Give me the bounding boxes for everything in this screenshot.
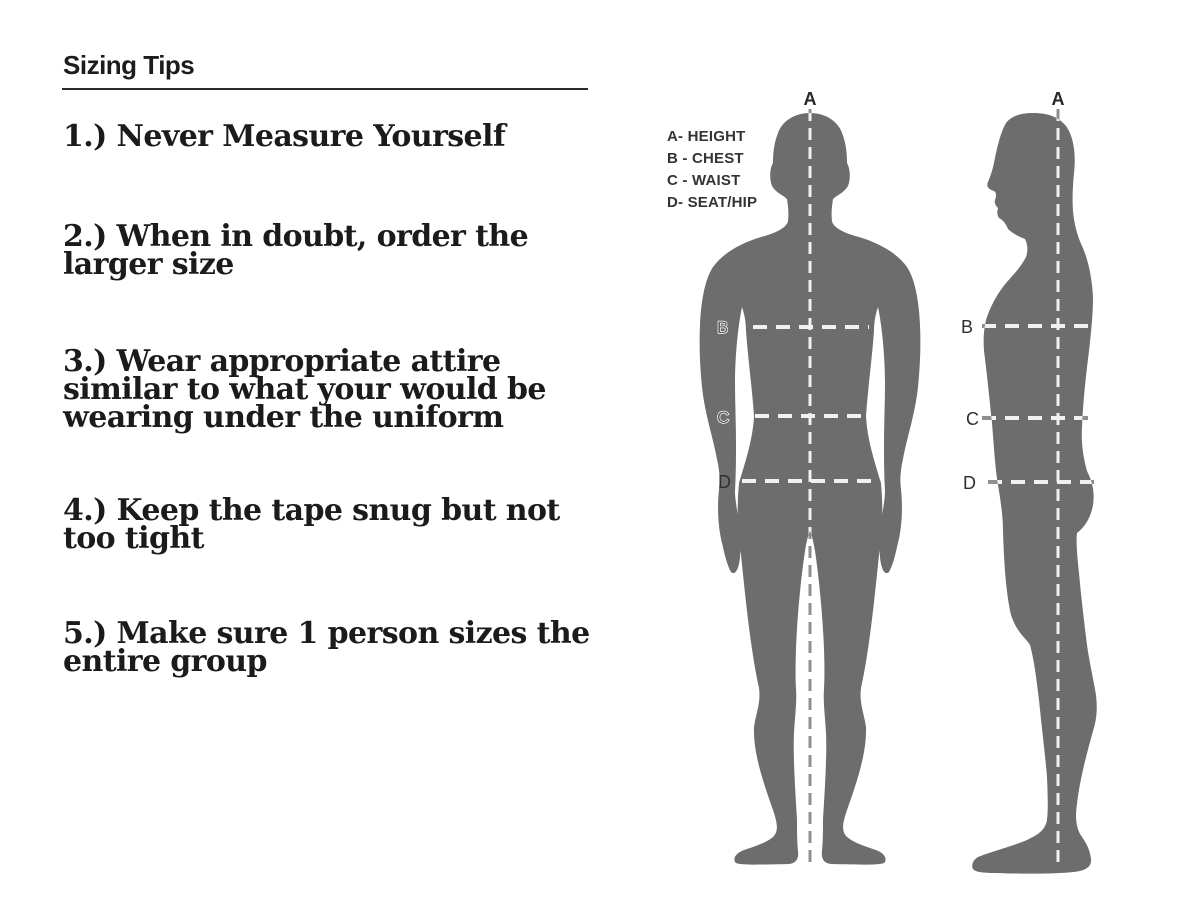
side-label-d: D xyxy=(963,473,976,493)
legend-item-seathip: D- SEAT/HIP xyxy=(667,194,758,211)
legend-item-height: A- HEIGHT xyxy=(667,128,746,145)
tip-line: 2.) When in doubt, order the xyxy=(63,219,529,254)
tip-4 xyxy=(63,493,560,556)
tip-line: too tight xyxy=(63,521,204,556)
front-silhouette-left xyxy=(700,113,810,865)
side-silhouette xyxy=(972,113,1097,874)
side-label-a: A xyxy=(1051,89,1065,109)
front-label-d: D xyxy=(718,472,731,492)
tip-line: entire group xyxy=(63,644,267,679)
body-measurement-diagram xyxy=(645,85,1204,900)
tip-line: larger size xyxy=(63,247,234,282)
tip-line: wearing under the uniform xyxy=(63,400,504,435)
tip-line: 4.) Keep the tape snug but not xyxy=(63,493,560,528)
legend-item-chest: B - CHEST xyxy=(667,150,744,167)
front-label-b: B xyxy=(717,318,729,337)
front-label-c: C xyxy=(717,408,730,427)
page-title: Sizing Tips xyxy=(63,50,195,80)
tip-1 xyxy=(63,119,506,154)
silhouettes xyxy=(700,113,1097,874)
tip-line: 3.) Wear appropriate attire xyxy=(63,344,501,379)
tip-line: 5.) Make sure 1 person sizes the xyxy=(63,616,590,651)
tip-5 xyxy=(63,616,590,679)
front-label-a: A xyxy=(803,89,817,109)
tip-3 xyxy=(63,344,546,435)
side-label-c: C xyxy=(966,409,979,429)
tip-line: 1.) Never Measure Yourself xyxy=(63,119,506,154)
tip-line: similar to what your would be xyxy=(63,372,546,407)
tip-2 xyxy=(63,219,529,282)
legend-item-waist: C - WAIST xyxy=(667,172,741,189)
side-label-b: B xyxy=(961,317,974,337)
title-underline xyxy=(62,88,588,90)
front-silhouette-right xyxy=(810,113,920,865)
